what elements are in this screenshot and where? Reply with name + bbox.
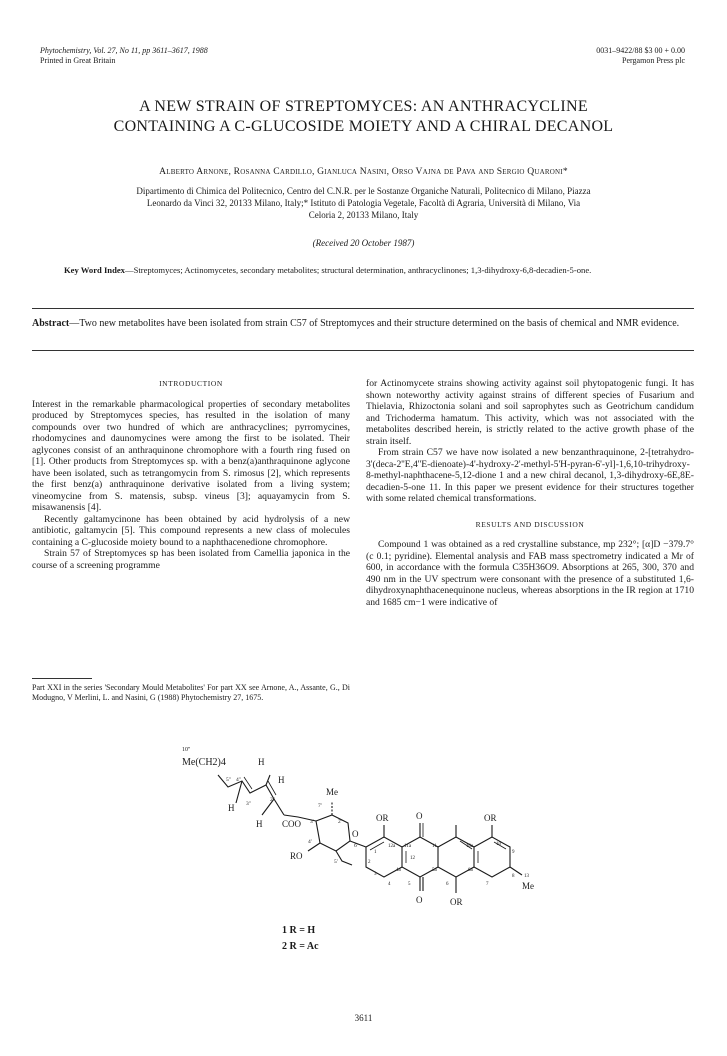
label-6p: 6' bbox=[354, 843, 358, 849]
label-5pp: 5'' bbox=[226, 777, 231, 783]
label-11a: 11a bbox=[404, 844, 412, 849]
journal-citation bbox=[40, 46, 208, 66]
affiliation-line-2: Leonardo da Vinci 32, 20133 Milano, Italy;* Istituto di Patologia Vegetale, Facoltà di Agraria, Università di Milano, Via bbox=[146, 198, 581, 208]
pyran-oxygen-label: O bbox=[352, 829, 359, 839]
label-1: 1 bbox=[374, 850, 377, 855]
compound-2-label: 2 R = Ac bbox=[282, 941, 319, 952]
label-10: 10 bbox=[496, 842, 501, 847]
title-line-2: CONTAINING A C-GLUCOSIDE MOIETY AND A CHIRAL DECANOL bbox=[113, 118, 614, 135]
h-label-mid: H bbox=[278, 775, 285, 785]
abstract-top-rule bbox=[32, 308, 694, 309]
label-5: 5 bbox=[408, 882, 411, 887]
label-5p: 5' bbox=[334, 859, 338, 865]
publisher-name: Pergamon Press plc bbox=[622, 56, 685, 65]
title-line-1: A NEW STRAIN OF STREPTOMYCES: AN ANTHRACYCLINE bbox=[139, 98, 588, 115]
journal-line: Phytochemistry, Vol. 27, No 11, pp 3611–3617, 1988 bbox=[40, 46, 208, 55]
intro-paragraph-2: Recently galtamycinone has been obtained by acid hydrolysis of a new antibiotic, galtamycin [5]. This compound represents a new class of molecules containing a C-glucoside moiety bound to a naphthacenedione chromophore. bbox=[32, 513, 350, 548]
label-2: 2 bbox=[368, 860, 371, 865]
issn-code: 0031–9422/88 $3 00 + 0.00 bbox=[596, 46, 685, 55]
results-paragraph-1: Compound 1 was obtained as a red crystalline substance, mp 232°; [α]D −379.7°(c 0.1; pyridine). Elemental analysis and FAB mass spectrometry indicated a Mr of 600, in accordance with the formula C35H36O9. Absorptions at 265, 300, 370 and 490 nm in the UV spectrum were consonant with the presence of a substituted 1,6-dihydroxynaphthacenequinone nucleus, whereas absorptions in the IR region at 1710 and 1685 cm−1 were indicative of bbox=[366, 539, 694, 608]
label-8: 8 bbox=[512, 874, 515, 879]
label-13: 13 bbox=[524, 874, 529, 879]
affiliation bbox=[30, 185, 697, 221]
right-column bbox=[366, 378, 694, 608]
methyl-label-top: Me bbox=[326, 787, 338, 797]
printed-line: Printed in Great Britain bbox=[40, 56, 116, 65]
structure-labels bbox=[182, 747, 534, 907]
intro-paragraph-3: Strain 57 of Streptomyces sp has been isolated from Camellia japonica in the course of a screening programme bbox=[32, 548, 350, 571]
received-date: (Received 20 October 1987) bbox=[312, 238, 415, 248]
keywords bbox=[64, 264, 664, 276]
label-2p: 2' bbox=[338, 819, 342, 825]
label-10pp: 10'' bbox=[182, 747, 191, 753]
keywords-text: —Streptomyces; Actinomycetes, secondary metabolites; structural determination, anthracyclinones; 1,3-dihydroxy-6,8-decadien-5-one. bbox=[124, 265, 592, 275]
label-11: 11 bbox=[432, 844, 437, 849]
right-paragraph-1: for Actinomycete strains showing activity against soil phytopatogenic fungi. It has shown noteworthy activity against strains of different species of Fusarium and Thielavia, Rhizoctonia solani and soil saprophytes such as Geotrichum candidum and Trichoderma hamatum. This activity, which was not associated with the metabolites described herein, is strictly related to the active growth phase of the strain itself. bbox=[366, 378, 694, 447]
intro-paragraph-1: Interest in the remarkable pharmacological properties of secondary metabolites produced by Streptomyces species, has resulted in the isolation of many compounds over two hundred of which are anthracyclines; pyrromycines, rhodomycines and daunomycines were among the first to be isolated. Their aglycones consist of an anthraquinone chromophore with a fourth ring fused on [1]. Other products from Streptomyces sp. with a benz(a)anthraquinone aglycone have been isolated, such as tetrangomycin from S. rimosus [2], which represents the first benz(a) anthraquinone derivative isolated from a living system; vineomycine from S. matensis, subsp. vineus [3]; aquayamycin from S. misawanensis [4]. bbox=[32, 398, 350, 513]
authors: Alberto Arnone, Rosanna Cardillo, Gianluca Nasini, Orso Vajna de Pava and Sergio Quaroni* bbox=[159, 166, 568, 177]
label-10a: 10a bbox=[466, 844, 474, 849]
label-7: 7 bbox=[486, 882, 489, 887]
label-4pp: 4'' bbox=[236, 777, 241, 783]
introduction-heading: INTRODUCTION bbox=[159, 379, 223, 388]
label-7p: 7' bbox=[318, 803, 322, 809]
h-label-left: H bbox=[228, 803, 235, 813]
r-group-table bbox=[282, 925, 319, 952]
chemical-structure-diagram bbox=[170, 743, 560, 958]
affiliation-line-3: Celoria 2, 20133 Milano, Italy bbox=[308, 210, 419, 220]
label-4p: 4' bbox=[308, 839, 312, 845]
affiliation-line-1: Dipartimento di Chimica del Politecnico, Centro del C.N.R. per le Sostanze Organiche Naturali, Politecnico di Milano, Piazza bbox=[136, 186, 591, 196]
label-12a: 12a bbox=[388, 844, 396, 849]
right-paragraph-2: From strain C57 we have now isolated a new benzanthraquinone, 2-[tetrahydro-3'(deca-2''E,4''E-dienoate)-4'-hydroxy-2'-methyl-5'H-pyran-6'-yl]-1,6,10-trihydroxy-8-methyl-naphthacene-5,12-dione 1 and a new chiral decanol, 1,3-dihydroxy-6E,8E-decadien-5-one 11. In this paper we present evidence for their structures together with some related chemical transformations. bbox=[366, 447, 694, 504]
abstract-text: —Two new metabolites have been isolated from strain C57 of Streptomyces and their structure determined on the basis of chemical and NMR evidence. bbox=[69, 318, 680, 329]
label-5a: 5a bbox=[432, 868, 437, 873]
structure-bonds bbox=[218, 775, 522, 893]
footnote: Part XXI in the series 'Secondary Mould Metabolites' For part XX see Arnone, A., Assante, G., Di Modugno, V Merlini, L. and Nasini, G (1988) Phytochemistry 27, 1675. bbox=[32, 683, 350, 702]
label-3pp: 3'' bbox=[246, 801, 251, 807]
carbonyl-o-label-bottom: O bbox=[416, 895, 423, 905]
label-6: 6 bbox=[446, 882, 449, 887]
abstract bbox=[32, 317, 694, 330]
label-3: 3 bbox=[374, 872, 377, 877]
chain-label: Me(CH2)4 bbox=[182, 757, 226, 768]
carbonyl-o-label-top: O bbox=[416, 811, 423, 821]
results-heading: RESULTS AND DISCUSSION bbox=[475, 519, 585, 529]
h-label-top: H bbox=[258, 757, 265, 767]
label-4: 4 bbox=[388, 882, 391, 887]
footnote-rule bbox=[32, 678, 92, 679]
page-number: 3611 bbox=[354, 1013, 373, 1023]
left-column bbox=[32, 378, 350, 571]
or-label-1: OR bbox=[376, 813, 389, 823]
coo-label: COO bbox=[282, 819, 302, 829]
label-3p: 3' bbox=[310, 819, 314, 825]
abstract-bottom-rule bbox=[32, 350, 694, 351]
h-label-low: H bbox=[256, 819, 263, 829]
label-12: 12 bbox=[410, 856, 415, 861]
publisher-info bbox=[596, 46, 685, 66]
or-label-10: OR bbox=[484, 813, 497, 823]
paper-title bbox=[40, 97, 687, 137]
methyl-label-ring: Me bbox=[522, 881, 534, 891]
abstract-label: Abstract bbox=[32, 318, 70, 329]
label-9: 9 bbox=[512, 850, 515, 855]
ro-label: RO bbox=[290, 851, 303, 861]
keywords-label: Key Word Index bbox=[64, 265, 125, 275]
compound-1-label: 1 R = H bbox=[282, 925, 316, 936]
label-4a: 4a bbox=[396, 868, 401, 873]
or-label-6: OR bbox=[450, 897, 463, 907]
label-2pp: 2'' bbox=[270, 797, 275, 803]
label-6a: 6a bbox=[468, 868, 473, 873]
